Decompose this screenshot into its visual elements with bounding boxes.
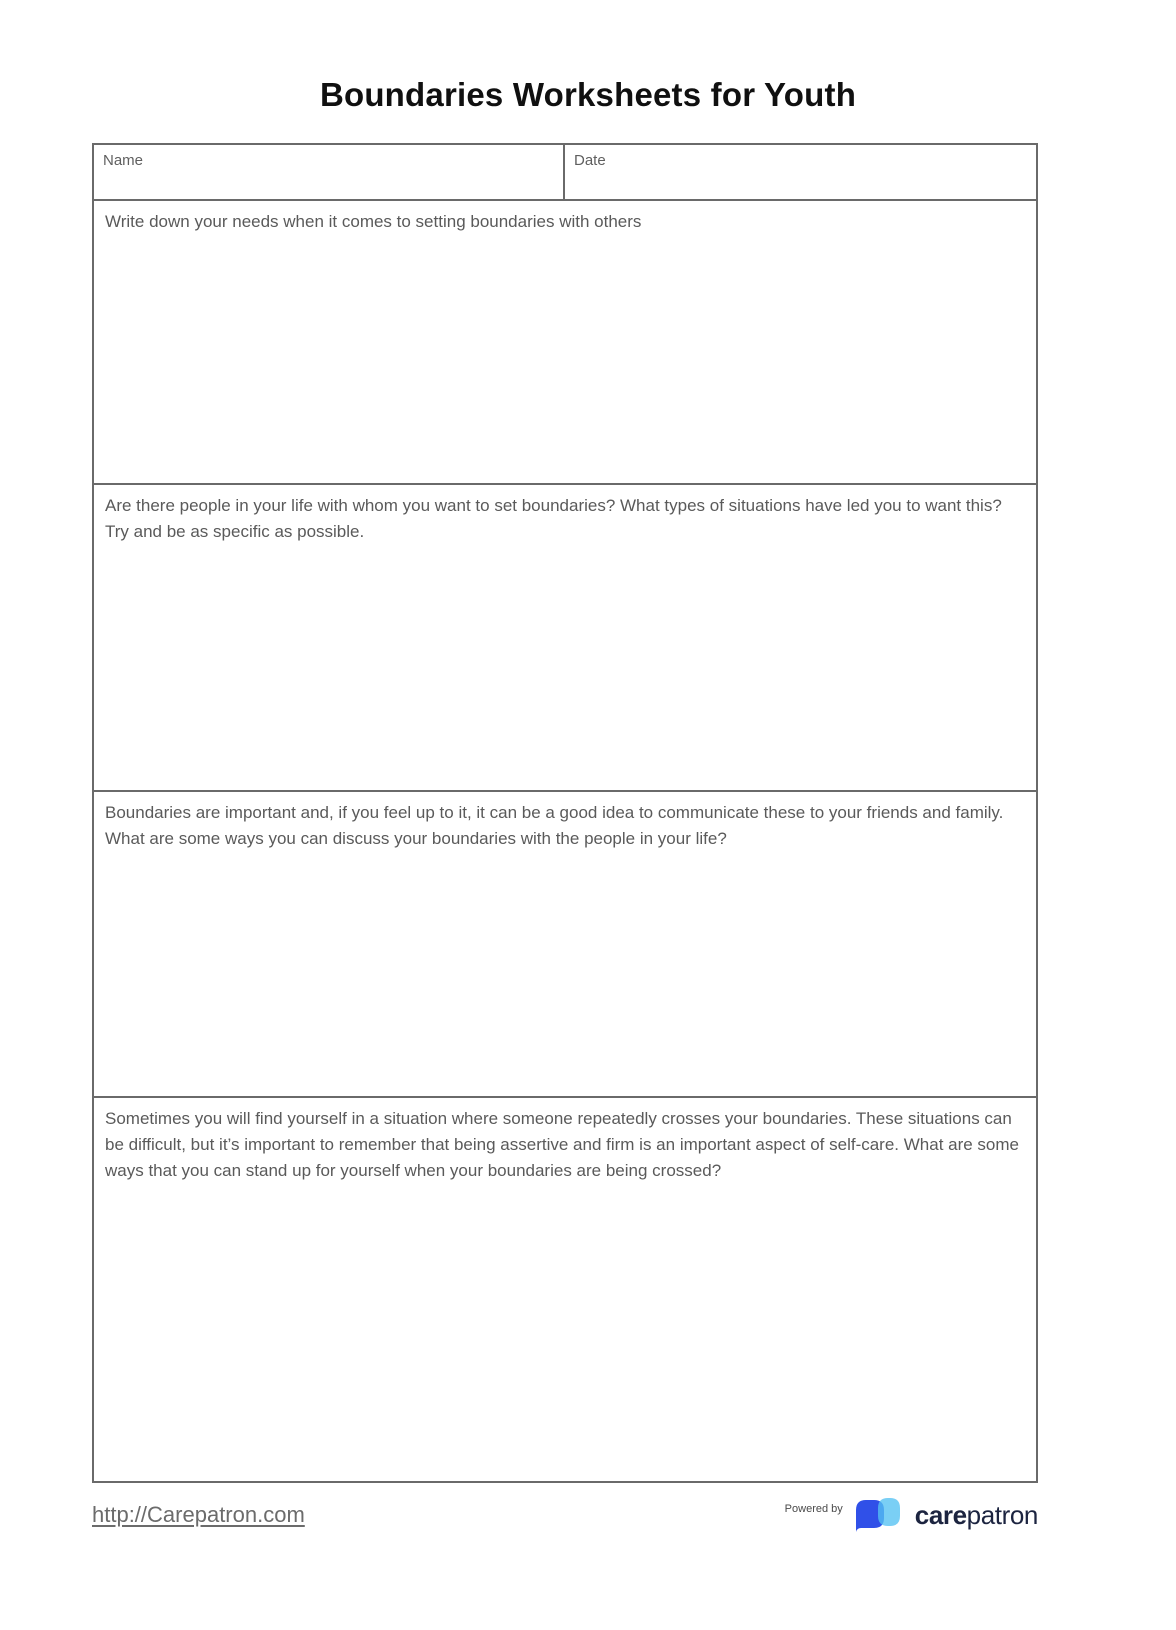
carepatron-wordmark xyxy=(915,1500,1038,1531)
page-footer xyxy=(92,1496,1038,1534)
name-label: Name xyxy=(103,152,144,169)
page-title: Boundaries Worksheets for Youth xyxy=(319,76,857,113)
worksheet-table xyxy=(92,143,1038,1483)
answer-area[interactable] xyxy=(94,852,1036,1096)
question-prompt: Write down your needs when it comes to setting boundaries with others xyxy=(105,212,642,231)
date-input-area[interactable] xyxy=(565,169,1036,195)
powered-by-label: Powered by xyxy=(784,1503,843,1515)
brand-care: care xyxy=(914,1499,967,1530)
date-field[interactable] xyxy=(565,145,1036,199)
name-date-row xyxy=(94,145,1036,199)
name-field[interactable] xyxy=(94,145,565,199)
powered-by-block xyxy=(785,1496,1038,1534)
answer-area[interactable] xyxy=(94,1184,1036,1481)
carepatron-link[interactable]: http://Carepatron.com xyxy=(92,1502,305,1527)
answer-area[interactable] xyxy=(94,235,1036,483)
question-prompt: Are there people in your life with whom you want to set boundaries? What types of situations have led you to want this? Try and be as specific as possible. xyxy=(105,496,1002,541)
brand-patron: patron xyxy=(966,1499,1038,1530)
question-section-assertive xyxy=(94,1096,1036,1481)
question-prompt: Sometimes you will find yourself in a situation where someone repeatedly crosses your boundaries. These situations can be difficult, but it’s important to remember that being assertive and firm is an important aspect of self-care. What are some ways that you can stand up for yourself when your boundaries are being crossed? xyxy=(105,1109,1020,1180)
name-input-area[interactable] xyxy=(94,169,563,195)
question-prompt: Boundaries are important and, if you feel up to it, it can be a good idea to communicate these to your friends and family. What are some ways you can discuss your boundaries with the people in your life? xyxy=(105,803,1004,848)
answer-area[interactable] xyxy=(94,545,1036,790)
question-section-needs xyxy=(94,199,1036,483)
date-label: Date xyxy=(574,152,606,169)
question-section-people xyxy=(94,483,1036,790)
carepatron-logo-icon xyxy=(854,1496,904,1534)
question-section-communicate xyxy=(94,790,1036,1096)
